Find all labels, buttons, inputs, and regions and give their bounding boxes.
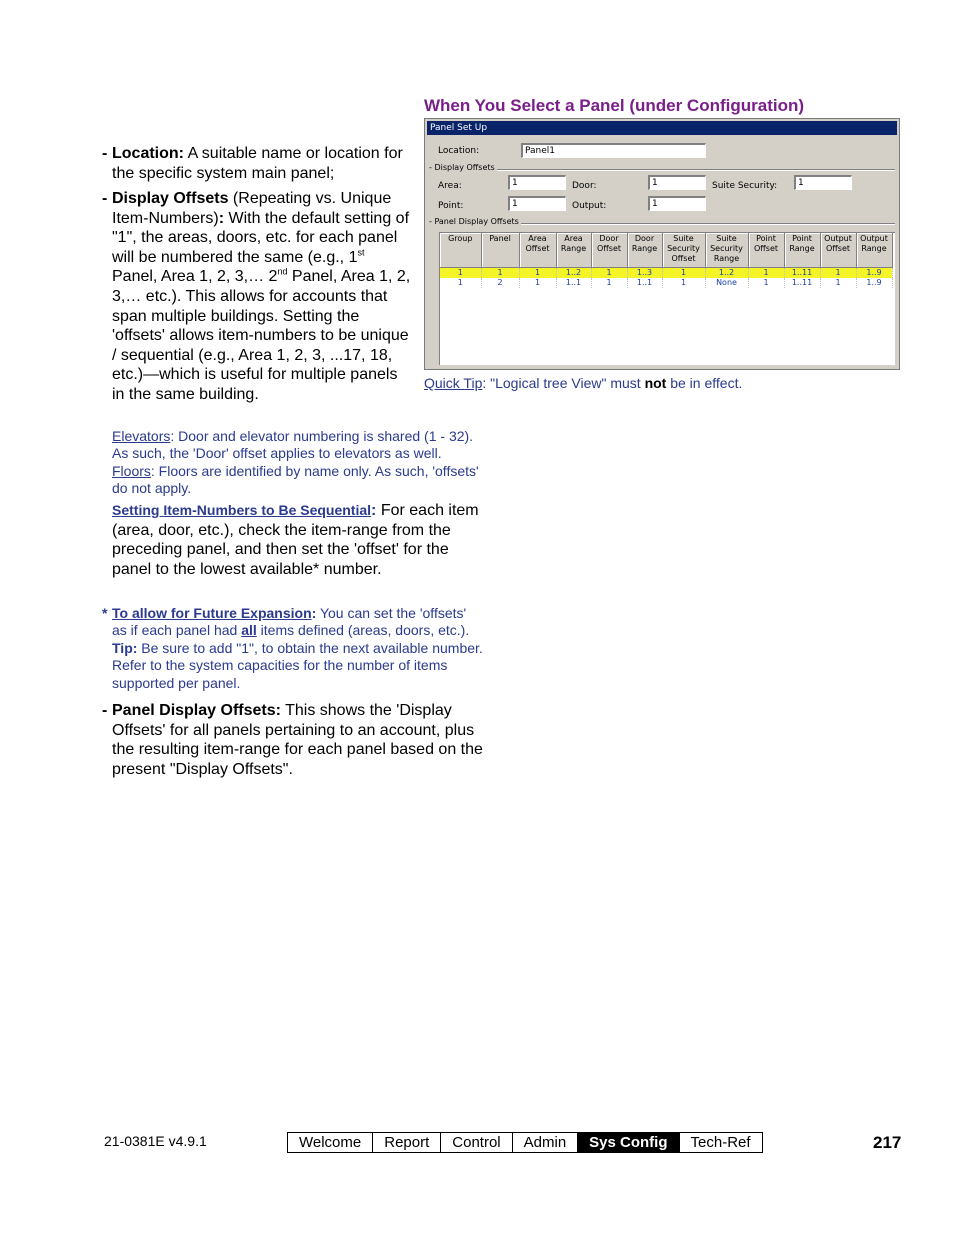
column-header[interactable] xyxy=(784,233,820,268)
table-row[interactable] xyxy=(440,278,892,288)
footer-tab-report[interactable]: Report xyxy=(373,1133,441,1152)
table-cell: 1 xyxy=(820,268,856,279)
table-cell: 1..1 xyxy=(556,278,591,288)
quick-tip xyxy=(424,375,742,391)
column-header-line: Offset xyxy=(825,244,851,253)
output-label: Output: xyxy=(572,201,607,211)
ordinal-nd: nd xyxy=(277,267,288,278)
table-cell: 1 xyxy=(440,268,481,279)
column-header-line: Range xyxy=(713,254,740,263)
table-cell: 1..11 xyxy=(784,268,820,279)
sequential-title: Setting Item-Numbers to Be Sequential xyxy=(112,502,372,518)
column-header[interactable] xyxy=(662,233,705,268)
column-header[interactable] xyxy=(856,233,892,268)
panel-display-offsets-grid xyxy=(439,232,895,365)
table-row[interactable] xyxy=(440,268,892,279)
display-offsets-text2: With the default setting of "1", the areas, doors, etc. for each panel will be numbered the same (e.g., 1 xyxy=(112,209,410,266)
table-cell: 1 xyxy=(662,278,705,288)
footer-tab-sys-config[interactable]: Sys Config xyxy=(578,1133,679,1152)
expansion-text3: Be sure to add "1", to obtain the next available number. Refer to the system capacities for the number of items supported per panel. xyxy=(112,639,483,691)
column-header-line: Security xyxy=(667,244,700,253)
column-header-line: Range xyxy=(861,244,887,253)
display-offsets-group-label xyxy=(429,163,497,172)
door-offset-input: 1 xyxy=(648,175,706,190)
table-header-row xyxy=(440,233,892,268)
column-header[interactable] xyxy=(820,233,856,268)
column-header[interactable] xyxy=(748,233,784,268)
table-cell: 1 xyxy=(591,268,627,279)
suite-security-label: Suite Security: xyxy=(712,181,778,191)
elevators-text: : Door and elevator numbering is shared (1 - 32). As such, the 'Door' offset applies to elevators as well. xyxy=(112,428,474,462)
column-header-line: Panel xyxy=(489,234,511,243)
table-cell: 1 xyxy=(820,278,856,288)
table-cell: 1..3 xyxy=(627,268,662,279)
footer-tab-tech-ref[interactable]: Tech-Ref xyxy=(690,1134,751,1151)
display-offsets-text4: Panel, Area 1, 2, 3,… etc.). This allows for accounts that span multiple buildings. Setting the 'offsets' allows item-numbers to be unique / sequential (e.g., Area 1, 2, 3, ...17, 18, etc.)—which is useful for multiple panels in the same building. xyxy=(112,268,411,403)
display-offsets-term: Display Offsets xyxy=(112,190,229,207)
group-text: Display Offsets xyxy=(434,163,495,172)
table-cell: 1 xyxy=(748,268,784,279)
display-offsets-divider xyxy=(429,169,895,171)
elevators-label: Elevators xyxy=(112,428,171,444)
expansion-text2: items defined (areas, doors, etc.). xyxy=(256,622,470,639)
group-dash: - xyxy=(429,217,432,226)
expansion-tip: Tip: xyxy=(112,639,138,656)
column-header-line: Offset xyxy=(753,244,779,253)
note-star: * xyxy=(102,605,108,621)
column-header[interactable] xyxy=(591,233,627,268)
footer-tab-welcome[interactable]: Welcome xyxy=(288,1133,373,1152)
column-header-line: Area xyxy=(564,234,583,243)
bullet-dash: - xyxy=(102,145,108,162)
column-header-line: Range xyxy=(560,244,587,253)
table-cell: 1..9 xyxy=(856,278,892,288)
column-header-line: Suite xyxy=(673,234,694,243)
bullet-dash: - xyxy=(102,190,108,207)
location-label: Location: xyxy=(438,146,480,156)
column-header-line: Area xyxy=(528,234,547,243)
floors-text: : Floors are identified by name only. As such, 'offsets' do not apply. xyxy=(112,462,479,497)
table-cell: 1..2 xyxy=(556,268,591,279)
panel-display-offsets-text: This shows the 'Display Offsets' for all panels pertaining to an account, plus the resulting item-range for each panel based on the present "Display Offsets". xyxy=(112,702,483,778)
door-label: Door: xyxy=(572,181,597,191)
point-label: Point: xyxy=(438,201,464,211)
column-header[interactable] xyxy=(481,233,519,268)
sequential-colon: : xyxy=(371,502,377,519)
quick-tip-text-end: be in effect. xyxy=(666,375,743,391)
table-cell: 2 xyxy=(481,278,519,288)
column-header[interactable] xyxy=(519,233,556,268)
bullet-dash: - xyxy=(102,702,108,719)
table-cell: 1 xyxy=(519,278,556,288)
column-header-line: Suite xyxy=(716,234,737,243)
expansion-all: all xyxy=(241,622,257,639)
column-header-line: Door xyxy=(634,234,655,243)
table-cell: 1 xyxy=(662,268,705,279)
floors-label: Floors xyxy=(112,462,151,479)
sequential-text: For each item (area, door, etc.), check the item-range from the preceding panel, and then set the 'offset' for the panel to the lowest available* number. xyxy=(112,502,479,578)
table-body xyxy=(440,268,892,289)
table-cell: 1 xyxy=(591,278,627,288)
table-cell: None xyxy=(705,278,748,288)
column-header-line: Point xyxy=(792,234,812,243)
column-header[interactable] xyxy=(440,233,481,268)
column-header[interactable] xyxy=(705,233,748,268)
footer-tab-control[interactable]: Control xyxy=(441,1133,512,1152)
column-header-line: Range xyxy=(631,244,658,253)
group-dash: - xyxy=(429,163,432,172)
display-offsets-colon: : xyxy=(218,209,225,227)
footer-tab-admin[interactable]: Admin xyxy=(513,1133,579,1152)
page-number: 217 xyxy=(873,1133,902,1152)
location-input: Panel1 xyxy=(521,143,706,158)
table-cell: 1..1 xyxy=(627,278,662,288)
quick-tip-text: : "Logical tree View" must xyxy=(482,375,645,391)
offsets-table xyxy=(440,233,893,288)
column-header[interactable] xyxy=(556,233,591,268)
location-text: A suitable name or location for the specific system main panel; xyxy=(112,145,403,182)
quick-tip-label: Quick Tip xyxy=(424,375,483,391)
output-offset-input: 1 xyxy=(648,196,706,211)
ordinal-st: st xyxy=(357,247,365,258)
expansion-text1: You can set the 'offsets' as if each panel had xyxy=(112,605,467,639)
table-cell: 1..2 xyxy=(705,268,748,279)
display-offsets-text1: (Repeating vs. Unique Item-Numbers) xyxy=(112,190,392,227)
sequential-paragraph xyxy=(112,501,484,579)
table-cell: 1..11 xyxy=(784,278,820,288)
footer-nav xyxy=(287,1132,763,1153)
column-header-line: Security xyxy=(710,244,743,253)
column-header-line: Door xyxy=(599,234,619,243)
table-cell: 1 xyxy=(748,278,784,288)
column-header-line: Point xyxy=(756,234,776,243)
display-offsets-bullet xyxy=(102,189,412,405)
elevators-note xyxy=(112,428,484,498)
dialog-title-bar: Panel Set Up xyxy=(427,121,897,135)
location-term: Location: xyxy=(112,145,184,162)
expansion-title: To allow for Future Expansion xyxy=(112,605,312,621)
table-cell: 1..9 xyxy=(856,268,892,279)
quick-tip-bold: not xyxy=(644,375,667,391)
panel-setup-dialog-screenshot xyxy=(424,118,900,370)
table-cell: 1 xyxy=(519,268,556,279)
column-header-line: Offset xyxy=(671,254,696,263)
document-code: 21-0381E v4.9.1 xyxy=(104,1133,207,1149)
display-offsets-text3: Panel, Area 1, 2, 3,… 2 xyxy=(112,268,278,286)
point-offset-input: 1 xyxy=(508,196,566,211)
column-header-line: Group xyxy=(448,234,473,243)
area-offset-input: 1 xyxy=(508,175,566,190)
column-header-line: Range xyxy=(789,244,815,253)
table-cell: 1 xyxy=(481,268,519,279)
future-expansion-note xyxy=(102,605,484,692)
panel-display-offsets-term: Panel Display Offsets: xyxy=(112,702,281,719)
table-cell: 1 xyxy=(440,278,481,288)
section-heading: When You Select a Panel (under Configuration) xyxy=(424,96,805,115)
group-text: Panel Display Offsets xyxy=(434,217,519,226)
expansion-colon: : xyxy=(311,605,317,621)
column-header-line: Output xyxy=(860,234,888,243)
column-header[interactable] xyxy=(627,233,662,268)
panel-display-offsets-bullet xyxy=(102,701,484,779)
suite-security-offset-input: 1 xyxy=(794,175,852,190)
column-header-line: Offset xyxy=(596,244,622,253)
column-header-line: Output xyxy=(824,234,852,243)
location-bullet xyxy=(102,144,412,183)
area-label: Area: xyxy=(438,181,462,191)
column-header-line: Offset xyxy=(525,244,550,253)
panel-display-offsets-group-label xyxy=(429,217,521,226)
